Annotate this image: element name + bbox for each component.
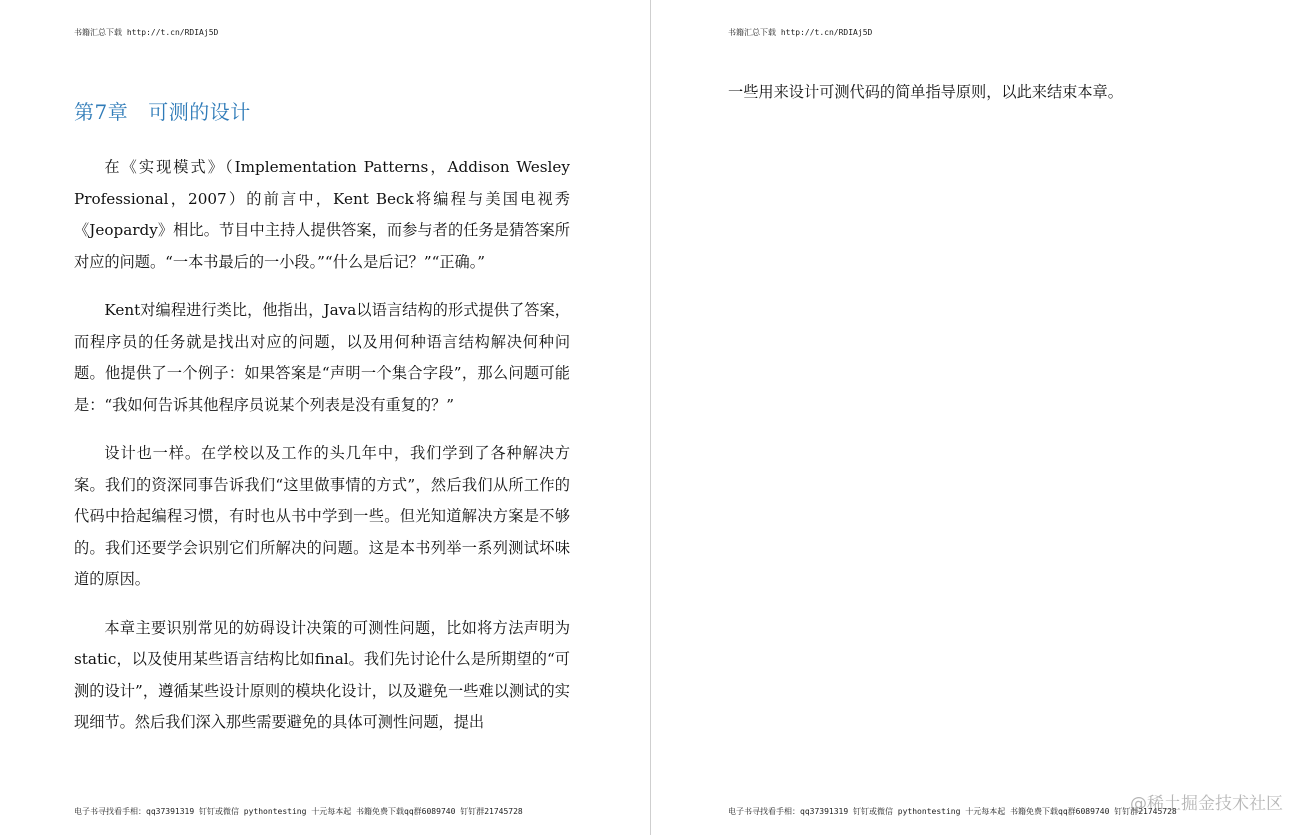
chapter-title-text: 可测的设计 xyxy=(148,100,251,124)
paragraph: 在《实现模式》（Implementation Patterns，Addison Wesley Professional，2007）的前言中，Kent Beck将编程与美国电视秀《Jeopardy》相比。节目中主持人提供答案，而参与者的任务是猜答案所对应的问题。“一本书最后的一小段。”“什么是后记？”“正确。” xyxy=(74,158,570,271)
paragraph: 一些用来设计可测代码的简单指导原则，以此来结束本章。 xyxy=(728,83,1123,101)
watermark: @稀土掘金技术社区 xyxy=(1130,794,1283,814)
page-footer: 电子书寻找看手相：qq37391319 钉钉或微信 pythontesting 十元每本起 书籍免费下载qq群6089740 钉钉群21745728 xyxy=(74,807,523,816)
page-header: 书籍汇总下载 http://t.cn/RDIAj5D xyxy=(74,28,219,37)
continuation-text xyxy=(728,77,1228,109)
left-page xyxy=(0,0,650,835)
paragraph: Kent对编程进行类比，他指出，Java以语言结构的形式提供了答案，而程序员的任务就是找出对应的问题，以及用何种语言结构解决何种问题。他提供了一个例子：如果答案是“声明一个集合字段”，那么问题可能是：“我如何告诉其他程序员说某个列表是没有重复的？” xyxy=(74,301,570,414)
body-text xyxy=(74,152,570,756)
paragraph: 本章主要识别常见的妨碍设计决策的可测性问题，比如将方法声明为static，以及使用某些语言结构比如final。我们先讨论什么是所期望的“可测的设计”，遵循某些设计原则的模块化设计，以及避免一些难以测试的实现细节。然后我们深入那些需要避免的具体可测性问题，提出 xyxy=(74,618,570,731)
right-page xyxy=(651,0,1305,835)
page-header: 书籍汇总下载 http://t.cn/RDIAj5D xyxy=(728,28,873,37)
page-footer: 电子书寻找看手相：qq37391319 钉钉或微信 pythontesting 十元每本起 书籍免费下载qq群6089740 钉钉群21745728 xyxy=(728,807,1177,816)
paragraph: 设计也一样。在学校以及工作的头几年中，我们学到了各种解决方案。我们的资深同事告诉我们“这里做事情的方式”，然后我们从所工作的代码中拾起编程习惯，有时也从书中学到一些。但光知道解决方案是不够的。我们还要学会识别它们所解决的问题。这是本书列举一系列测试坏味道的原因。 xyxy=(74,444,570,588)
chapter-number: 第7章 xyxy=(74,100,129,124)
chapter-title xyxy=(74,96,251,125)
